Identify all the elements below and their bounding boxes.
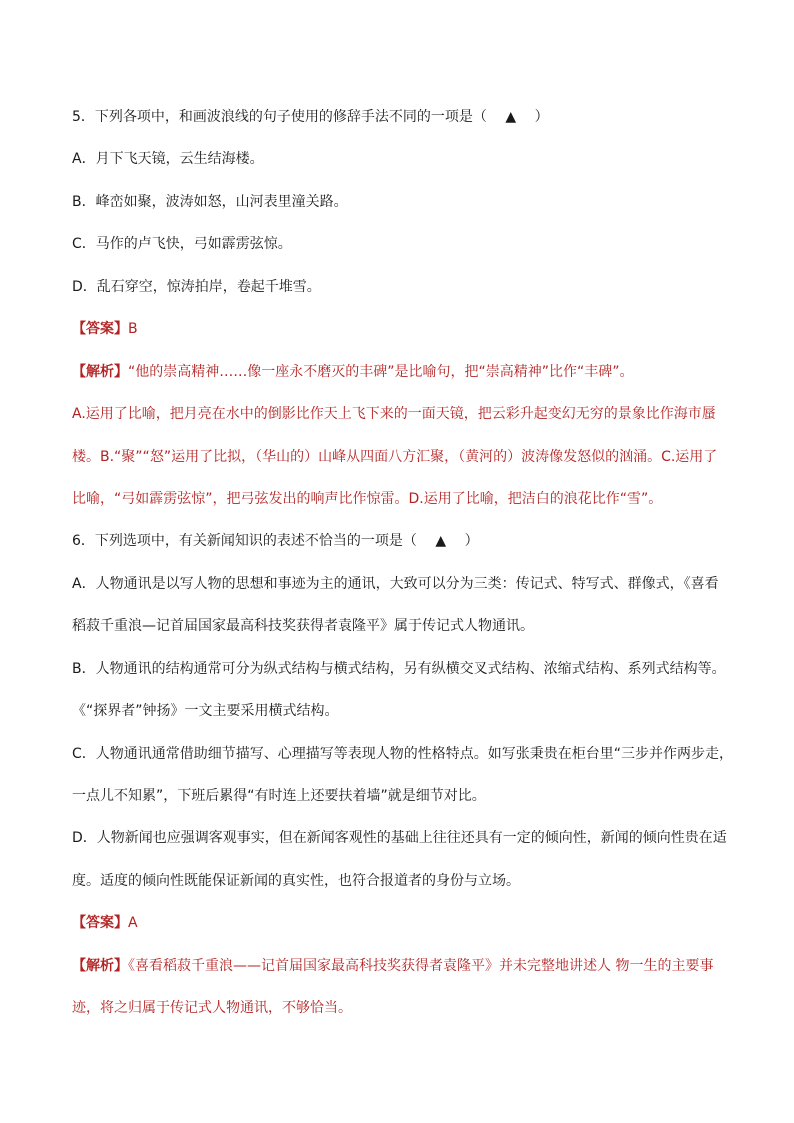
q5-option-a: A．月下飞天镜，云生结海楼。 (72, 151, 264, 167)
answer-label: 【答案】 (72, 915, 128, 931)
q6-analysis-line: 迹，将之归属于传记式人物通讯，不够恰当。 (72, 1000, 352, 1016)
q5-analysis-line: A.运用了比喻，把月亮在水中的倒影比作天上飞下来的一面天镜，把云彩升起变幻无穷的景象比作海市蜃 (72, 406, 716, 422)
q6-option-line: D．人物新闻也应强调客观事实，但在新闻客观性的基础上往往还具有一定的倾向性，新闻的倾向性贵在适 (72, 830, 727, 846)
q5-answer (72, 320, 734, 338)
q6-option-line: 度。适度的倾向性既能保证新闻的真实性，也符合报道者的身份与立场。 (72, 873, 520, 889)
q6-option-line: B．人物通讯的结构通常可分为纵式结构与横式结构，另有纵横交叉式结构、浓缩式结构、系列式结构等。 (72, 661, 726, 677)
q5-option-b: B．峰峦如聚，波涛如怒，山河表里潼关路。 (72, 194, 348, 210)
analysis-label: 【解析】 (72, 958, 128, 974)
q5-option-d: D．乱石穿空，惊涛拍岸，卷起千堆雪。 (72, 279, 321, 295)
q6-analysis (72, 957, 734, 975)
analysis-text: “他的崇高精神……像一座永不磨灭的丰碑”是比喻句，把“崇高精神”比作“丰碑”。 (128, 364, 634, 380)
q6-option-line: 稻菽千重浪—记首届国家最高科技奖获得者袁隆平》属于传记式人物通讯。 (72, 618, 534, 634)
q5-analysis-line: 楼。B.“聚”“怒”运用了比拟，（华山的）山峰从四面八方汇聚，（黄河的）波涛像发怒似的汹涌。C.运用了 (72, 449, 718, 465)
q5-analysis-line: 比喻，“弓如霹雳弦惊”，把弓弦发出的响声比作惊雷。D.运用了比喻，把洁白的浪花比作“雪”。 (72, 491, 663, 507)
q6-option-line: 《“探界者”钟扬》一文主要采用横式结构。 (72, 703, 339, 719)
analysis-text: 《喜看稻菽千重浪——记首届国家最高科技奖获得者袁隆平》并未完整地讲述人 物一生的主要事 (128, 958, 714, 974)
q6-option-line: A．人物通讯是以写人物的思想和事迹为主的通讯，大致可以分为三类：传记式、特写式、群像式，《喜看 (72, 576, 719, 592)
answer-value: A (128, 915, 138, 931)
q5-stem: 5．下列各项中，和画波浪线的句子使用的修辞手法不同的一项是（ ▲ ） (72, 109, 549, 125)
answer-value: B (128, 321, 138, 337)
analysis-label: 【解析】 (72, 364, 128, 380)
q5-option-c: C．马作的卢飞快，弓如霹雳弦惊。 (72, 236, 292, 252)
q6-option-line: C．人物通讯通常借助细节描写、心理描写等表现人物的性格特点。如写张秉贵在柜台里“三步并作两步走， (72, 746, 734, 762)
q6-answer (72, 914, 734, 932)
q5-analysis (72, 363, 734, 381)
q6-option-line: 一点儿不知累”，下班后累得“有时连上还要扶着墙”就是细节对比。 (72, 788, 486, 804)
answer-label: 【答案】 (72, 321, 128, 337)
q6-stem: 6．下列选项中，有关新闻知识的表述不恰当的一项是（ ▲ ） (72, 533, 479, 549)
